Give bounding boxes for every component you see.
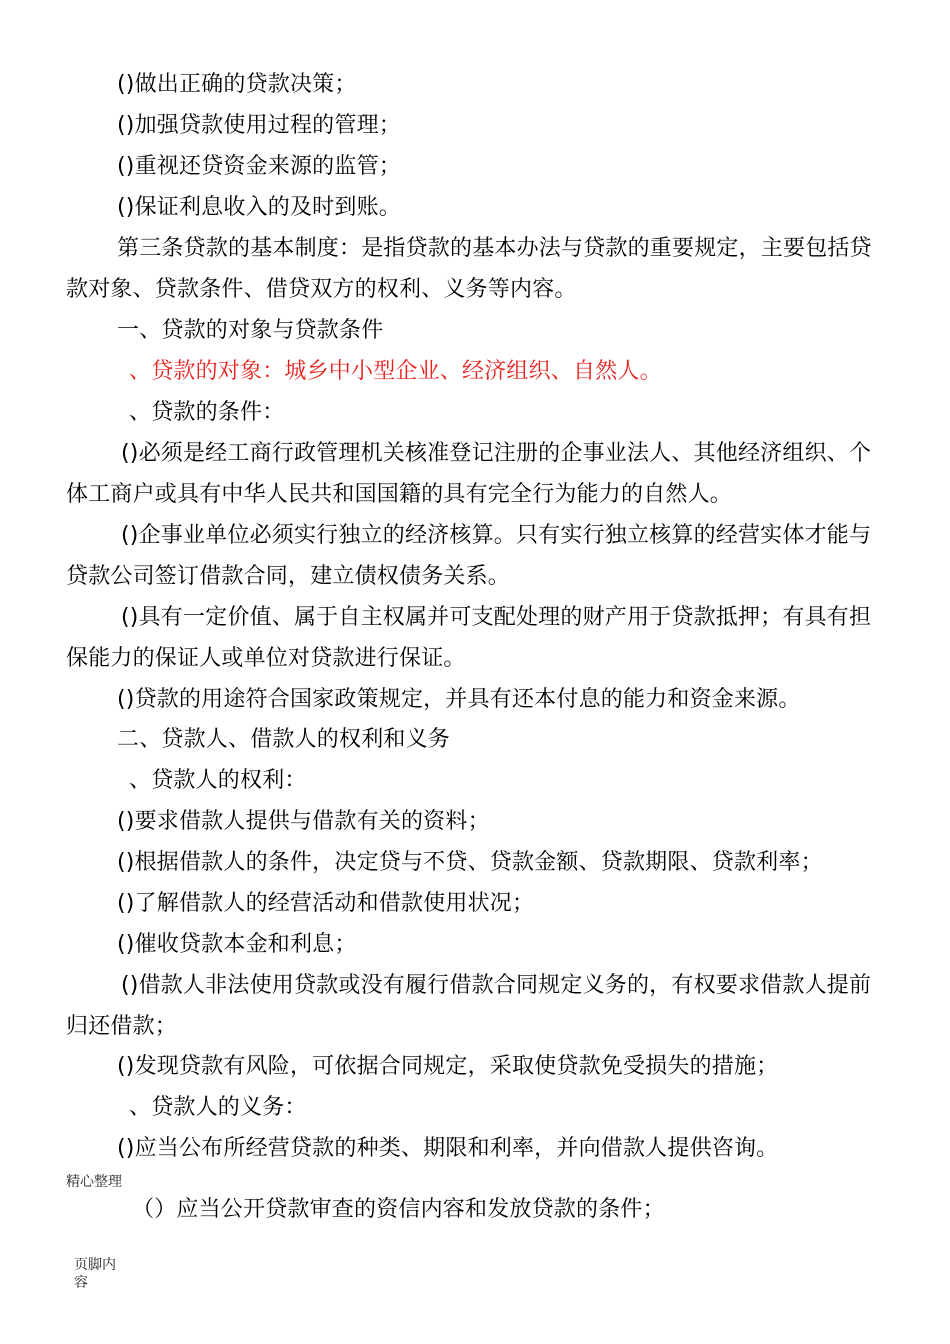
right-5-line-2: 归还借款； [66,1014,178,1039]
text-line-2: ()加强贷款使用过程的管理； [117,113,401,138]
article-three-line-1: 第三条贷款的基本制度：是指贷款的基本办法与贷款的重要规定，主要包括贷 [117,236,872,261]
text-line-3: ()重视还贷资金来源的监管； [117,154,401,179]
right-1-line: ()要求借款人提供与借款有关的资料； [117,809,490,834]
header-note: 精心整理 [66,1174,122,1190]
lender-duties-heading: 、贷款人的义务： [129,1095,307,1120]
condition-1-line-1: ()必须是经工商行政管理机关核准登记注册的企事业法人、其他经济组织、个 [121,441,872,466]
duty-1-line: ()应当公布所经营贷款的种类、期限和利率，并向借款人提供咨询。 [117,1136,779,1161]
right-3-line: ()了解借款人的经营活动和借款使用状况； [117,891,535,916]
right-2-line: ()根据借款人的条件，决定贷与不贷、贷款金额、贷款期限、贷款利率； [117,850,823,875]
text-line-1: ()做出正确的贷款决策； [117,72,357,97]
condition-3-line-1: ()具有一定价值、属于自主权属并可支配处理的财产用于贷款抵押；有具有担 [121,605,872,630]
lender-rights-heading: 、贷款人的权利： [129,768,307,793]
footer-text-line-2: 容 [74,1275,88,1291]
section-heading-one: 一、贷款的对象与贷款条件 [117,318,384,343]
right-4-line: ()催收贷款本金和利息； [117,932,357,957]
condition-3-line-2: 保能力的保证人或单位对贷款进行保证。 [66,646,466,671]
condition-2-line-2: 贷款公司签订借款合同，建立债权债务关系。 [66,564,511,589]
right-6-line: ()发现贷款有风险，可依据合同规定，采取使贷款免受损失的措施； [117,1054,779,1079]
right-5-line-1: ()借款人非法使用贷款或没有履行借款合同规定义务的，有权要求借款人提前 [121,973,872,998]
article-three-line-2: 款对象、贷款条件、借贷双方的权利、义务等内容。 [66,277,577,302]
condition-1-line-2: 体工商户或具有中华人民共和国国籍的具有完全行为能力的自然人。 [66,482,733,507]
footer-text-line-1: 页脚内 [74,1257,116,1273]
text-line-4: ()保证利息收入的及时到账。 [117,195,401,220]
loan-conditions-heading: 、贷款的条件： [129,400,285,425]
section-heading-two: 二、贷款人、借款人的权利和义务 [117,727,451,752]
loan-objects-line: 、贷款的对象：城乡中小型企业、经济组织、自然人。 [129,359,662,384]
duty-2-line: （）应当公开贷款审查的资信内容和发放贷款的条件； [132,1197,665,1222]
condition-4-line: ()贷款的用途符合国家政策规定，并具有还本付息的能力和资金来源。 [117,687,801,712]
condition-2-line-1: ()企事业单位必须实行独立的经济核算。只有实行独立核算的经营实体才能与 [121,523,872,548]
